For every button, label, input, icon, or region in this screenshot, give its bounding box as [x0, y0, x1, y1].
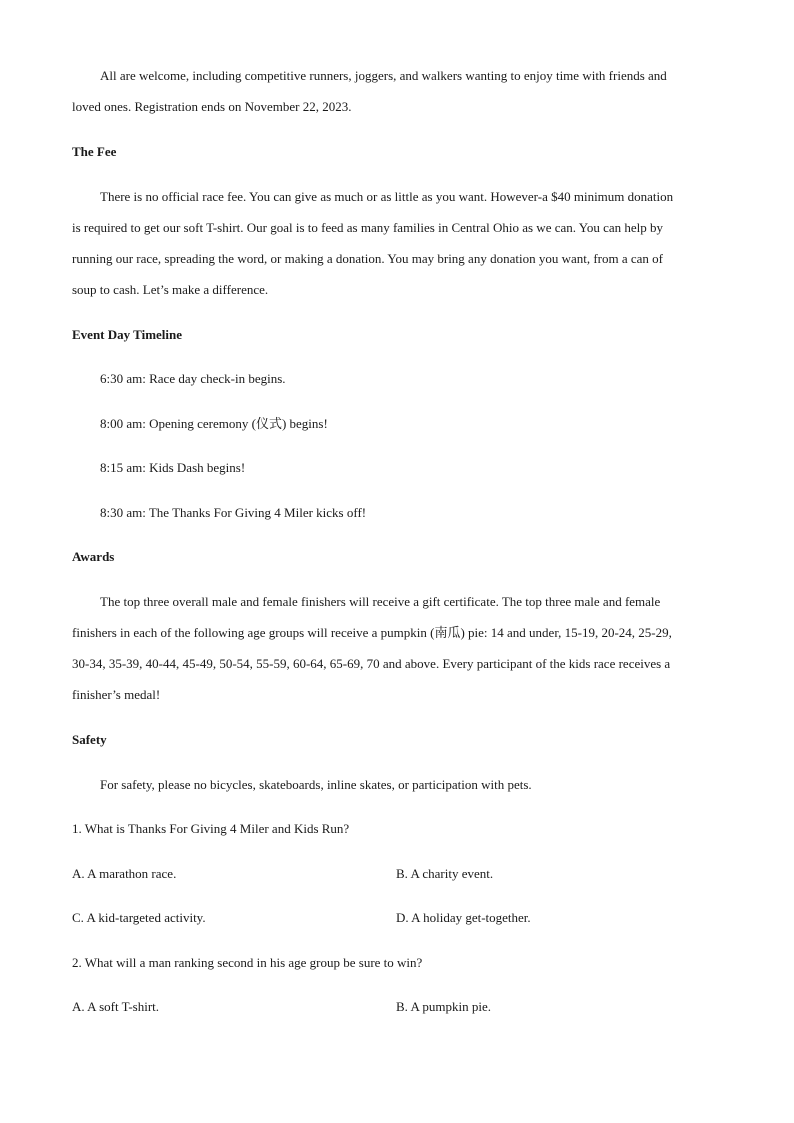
question-2-option-b: B. A pumpkin pie. [396, 999, 491, 1014]
intro-line-2: loved ones. Registration ends on November 22, 2023. [72, 99, 352, 114]
awards-line-4: finisher’s medal! [72, 687, 161, 702]
safety-line-1: For safety, please no bicycles, skateboards, inline skates, or participation with pets. [100, 777, 532, 792]
awards-line-3: 30-34, 35-39, 40-44, 45-49, 50-54, 55-59, 60-64, 65-69, 70 and above. Every participant of the kids race receives a [72, 656, 671, 671]
awards-line-2: finishers in each of the following age groups will receive a pumpkin (南瓜) pie: 14 and under, 15-19, 20-24, 25-29, [72, 625, 672, 640]
question-1-option-a: A. A marathon race. [72, 866, 177, 881]
question-1-option-d: D. A holiday get-together. [396, 910, 531, 925]
question-1-option-b: B. A charity event. [396, 866, 494, 881]
fee-line-2: is required to get our soft T-shirt. Our goal is to feed as many families in Central Ohio as we can. You can help by [72, 220, 664, 235]
question-2-stem: 2. What will a man ranking second in his age group be sure to win? [72, 955, 423, 970]
fee-line-3: running our race, spreading the word, or making a donation. You may bring any donation you want, from a can of [72, 251, 664, 266]
awards-heading: Awards [72, 549, 115, 564]
fee-heading: The Fee [72, 144, 117, 159]
question-1-option-c: C. A kid-targeted activity. [72, 910, 206, 925]
timeline-item: 8:00 am: Opening ceremony (仪式) begins! [100, 416, 328, 431]
question-1-stem: 1. What is Thanks For Giving 4 Miler and Kids Run? [72, 821, 350, 836]
intro-line-1: All are welcome, including competitive runners, joggers, and walkers wanting to enjoy time with friends and [100, 68, 667, 83]
timeline-item: 8:15 am: Kids Dash begins! [100, 460, 246, 475]
timeline-item: 8:30 am: The Thanks For Giving 4 Miler kicks off! [100, 505, 367, 520]
question-2-option-a: A. A soft T-shirt. [72, 999, 160, 1014]
timeline-item: 6:30 am: Race day check-in begins. [100, 371, 286, 386]
fee-line-1: There is no official race fee. You can give as much or as little as you want. However-a $40 minimum donation [100, 189, 674, 204]
awards-line-1: The top three overall male and female finishers will receive a gift certificate. The top three male and female [100, 594, 661, 609]
safety-heading: Safety [72, 732, 107, 747]
fee-line-4: soup to cash. Let’s make a difference. [72, 282, 269, 297]
timeline-heading: Event Day Timeline [72, 327, 183, 342]
